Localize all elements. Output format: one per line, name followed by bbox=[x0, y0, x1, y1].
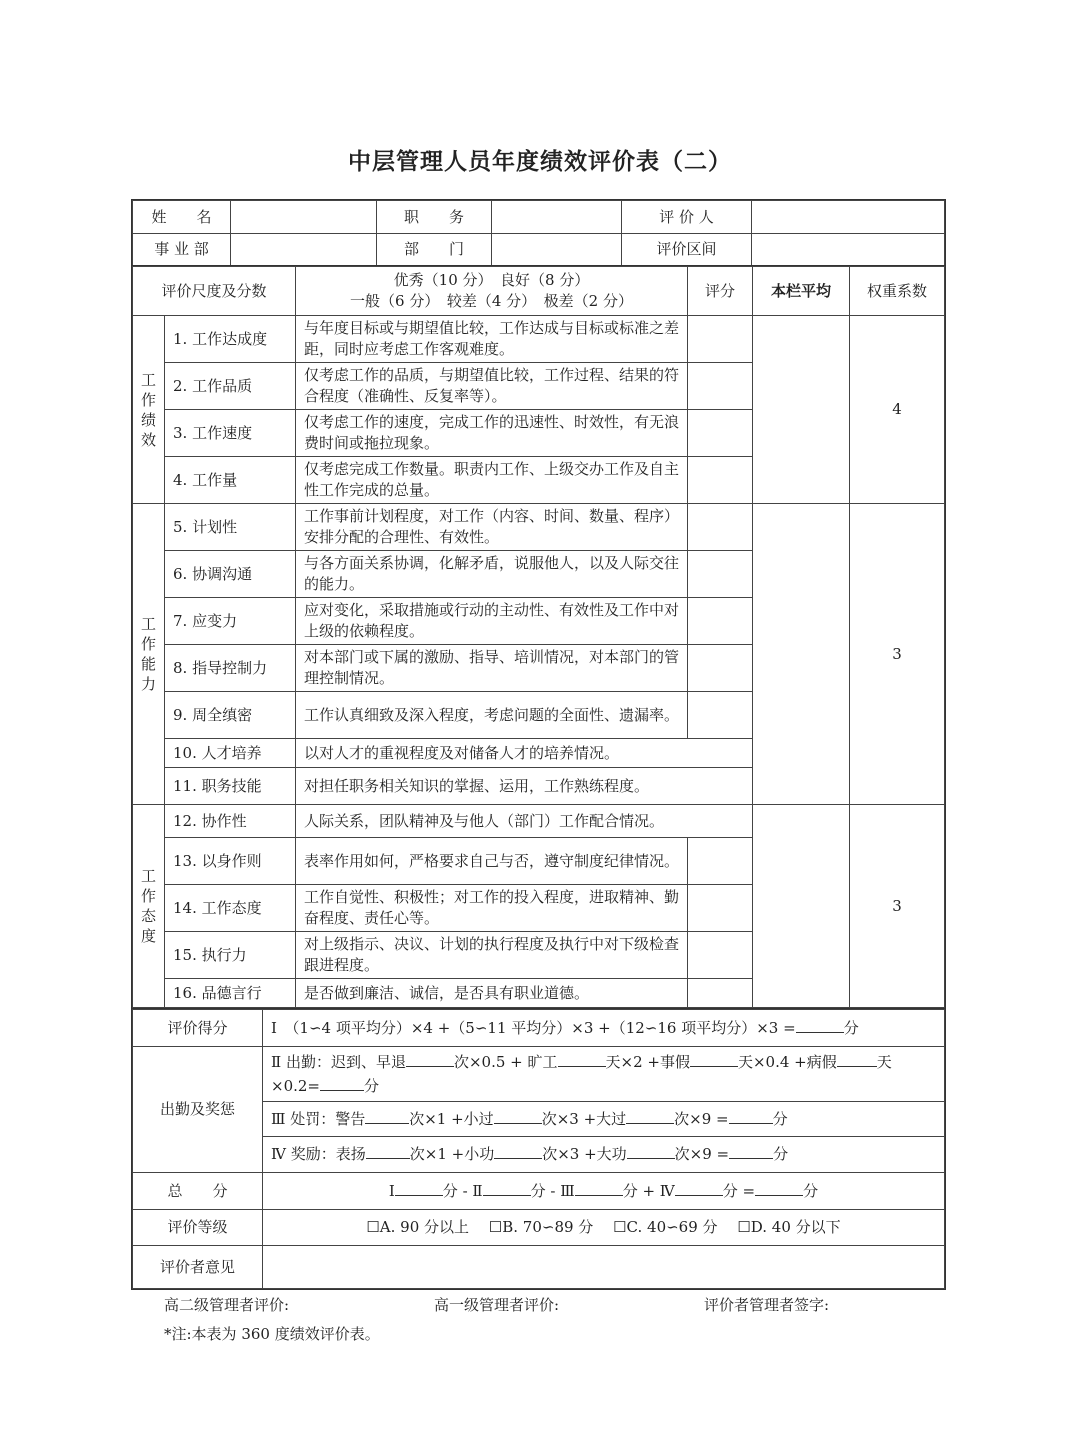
score-cell[interactable] bbox=[688, 551, 753, 598]
score-cell[interactable] bbox=[688, 316, 753, 363]
score-cell[interactable] bbox=[688, 504, 753, 551]
item-description: 对本部门或下属的激励、指导、培训情况，对本部门的管理控制情况。 bbox=[296, 645, 688, 692]
attendance-score-blank[interactable] bbox=[320, 1076, 364, 1091]
item-description: 工作认真细致及深入程度，考虑问题的全面性、遗漏率。 bbox=[296, 692, 688, 739]
info-table bbox=[131, 199, 946, 267]
total-score-blank[interactable] bbox=[796, 1018, 844, 1033]
warning-count-blank[interactable] bbox=[365, 1109, 409, 1124]
total-ii-blank[interactable] bbox=[483, 1181, 531, 1196]
item-label: 7. 应变力 bbox=[165, 598, 296, 645]
summary-table bbox=[131, 1008, 946, 1290]
evaluator-field[interactable] bbox=[752, 201, 945, 234]
item-label: 4. 工作量 bbox=[165, 457, 296, 504]
item-label: 8. 指导控制力 bbox=[165, 645, 296, 692]
score-cell[interactable] bbox=[688, 932, 753, 979]
item-label: 5. 计划性 bbox=[165, 504, 296, 551]
item-description: 以对人才的重视程度及对储备人才的培养情况。 bbox=[296, 739, 753, 768]
period-label: 评价区间 bbox=[622, 234, 752, 266]
attendance-formula: Ⅱ 出勤：迟到、早退 次×0.5 + 旷工 天×2 +事假 天×0.4 +病假 天 ×0.2= 分 bbox=[263, 1047, 945, 1102]
scale-line-1: 优秀（10 分） 良好（8 分） bbox=[393, 271, 590, 289]
total-iv-blank[interactable] bbox=[675, 1181, 723, 1196]
absence-days-blank[interactable] bbox=[558, 1052, 606, 1067]
personal-leave-blank[interactable] bbox=[690, 1052, 738, 1067]
grade-d-checkbox[interactable]: ☐D. 40 分以下 bbox=[737, 1218, 841, 1236]
item-description: 应对变化，采取措施或行动的主动性、有效性及工作中对上级的依赖程度。 bbox=[296, 598, 688, 645]
evaluation-table bbox=[131, 265, 946, 1009]
period-field[interactable] bbox=[752, 234, 945, 266]
average-cell[interactable] bbox=[753, 805, 850, 1008]
late-count-blank[interactable] bbox=[406, 1052, 454, 1067]
item-label: 13. 以身作则 bbox=[165, 838, 296, 885]
score-column-header: 评分 bbox=[688, 267, 753, 316]
grade-b-checkbox[interactable]: ☐B. 70∽89 分 bbox=[488, 1218, 594, 1236]
item-description: 表率作用如何，严格要求自己与否，遵守制度纪律情况。 bbox=[296, 838, 688, 885]
item-description: 仅考虑工作的速度，完成工作的迅速性、时效性，有无浪费时间或拖拉现象。 bbox=[296, 410, 688, 457]
score-cell[interactable] bbox=[688, 645, 753, 692]
score-cell[interactable] bbox=[688, 692, 753, 739]
item-description: 工作事前计划程度，对工作（内容、时间、数量、程序）安排分配的合理性、有效性。 bbox=[296, 504, 688, 551]
item-description: 对上级指示、决议、计划的执行程度及执行中对下级检查跟进程度。 bbox=[296, 932, 688, 979]
score-cell[interactable] bbox=[688, 363, 753, 410]
sick-leave-blank[interactable] bbox=[837, 1052, 877, 1067]
item-description: 仅考虑工作的品质，与期望值比较，工作过程、结果的符合程度（准确性、反复率等）。 bbox=[296, 363, 688, 410]
division-label: 事 业 部 bbox=[133, 234, 231, 266]
weight-value: 3 bbox=[850, 504, 945, 805]
opinion-field[interactable] bbox=[263, 1246, 945, 1289]
name-field[interactable] bbox=[231, 201, 377, 234]
average-column-header: 本栏平均 bbox=[753, 267, 850, 316]
punishment-formula: Ⅲ 处罚：警告 次×1 +小过 次×3 +大过 次×9 = 分 bbox=[263, 1102, 945, 1137]
score-formula: Ⅰ （1∽4 项平均分）×4 +（5∽11 平均分）×3 +（12∽16 项平均分）×3 = 分 bbox=[263, 1010, 945, 1047]
item-label: 3. 工作速度 bbox=[165, 410, 296, 457]
item-description: 是否做到廉洁、诚信，是否具有职业道德。 bbox=[296, 979, 688, 1008]
item-label: 15. 执行力 bbox=[165, 932, 296, 979]
group-performance: 工 作 绩 效 bbox=[133, 316, 165, 504]
item-label: 10. 人才培养 bbox=[165, 739, 296, 768]
major-demerit-blank[interactable] bbox=[626, 1109, 674, 1124]
grade-c-checkbox[interactable]: ☐C. 40∽69 分 bbox=[613, 1218, 718, 1236]
weight-value: 3 bbox=[850, 805, 945, 1008]
weight-column-header: 权重系数 bbox=[850, 267, 945, 316]
final-score-blank[interactable] bbox=[755, 1181, 803, 1196]
footnote: *注:本表为 360 度绩效评价表。 bbox=[164, 1325, 380, 1343]
total-formula: Ⅰ 分 - Ⅱ 分 - Ⅲ 分 + Ⅳ 分 = 分 bbox=[263, 1173, 945, 1210]
score-cell[interactable] bbox=[688, 410, 753, 457]
item-description: 人际关系，团队精神及与他人（部门）工作配合情况。 bbox=[296, 805, 753, 838]
minor-merit-blank[interactable] bbox=[494, 1144, 542, 1159]
scale-description bbox=[296, 267, 688, 316]
item-description: 与年度目标或与期望值比较，工作达成与目标或标准之差距，同时应考虑工作客观难度。 bbox=[296, 316, 688, 363]
item-label: 9. 周全缜密 bbox=[165, 692, 296, 739]
name-label: 姓 名 bbox=[133, 201, 231, 234]
grade-label: 评价等级 bbox=[133, 1210, 263, 1246]
score-cell[interactable] bbox=[688, 838, 753, 885]
item-label: 16. 品德言行 bbox=[165, 979, 296, 1008]
score-label: 评价得分 bbox=[133, 1010, 263, 1047]
minor-demerit-blank[interactable] bbox=[494, 1109, 542, 1124]
division-field[interactable] bbox=[231, 234, 377, 266]
average-cell[interactable] bbox=[753, 504, 850, 805]
item-description: 与各方面关系协调，化解矛盾，说服他人，以及人际交往的能力。 bbox=[296, 551, 688, 598]
item-label: 1. 工作达成度 bbox=[165, 316, 296, 363]
signature-senior-2: 高二级管理者评价: bbox=[164, 1296, 290, 1314]
item-label: 12. 协作性 bbox=[165, 805, 296, 838]
signature-senior-1: 高一级管理者评价: bbox=[434, 1296, 560, 1314]
opinion-label: 评价者意见 bbox=[133, 1246, 263, 1289]
item-description: 仅考虑完成工作数量。职责内工作、上级交办工作及自主性工作完成的总量。 bbox=[296, 457, 688, 504]
total-iii-blank[interactable] bbox=[575, 1181, 623, 1196]
signature-evaluator: 评价者管理者签字: bbox=[704, 1296, 830, 1314]
grade-options bbox=[263, 1210, 945, 1246]
total-i-blank[interactable] bbox=[395, 1181, 443, 1196]
reward-formula: Ⅳ 奖励：表扬 次×1 +小功 次×3 +大功 次×9 = 分 bbox=[263, 1137, 945, 1173]
punishment-score-blank[interactable] bbox=[729, 1109, 773, 1124]
scale-label: 评价尺度及分数 bbox=[133, 267, 296, 316]
dept-field[interactable] bbox=[492, 234, 622, 266]
total-label: 总 分 bbox=[133, 1173, 263, 1210]
item-label: 6. 协调沟通 bbox=[165, 551, 296, 598]
score-cell[interactable] bbox=[688, 979, 753, 1008]
score-cell[interactable] bbox=[688, 598, 753, 645]
average-cell[interactable] bbox=[753, 316, 850, 504]
group-attitude: 工 作 态 度 bbox=[133, 805, 165, 1008]
attendance-label: 出勤及奖惩 bbox=[133, 1047, 263, 1173]
item-description: 工作自觉性、积极性；对工作的投入程度，进取精神、勤奋程度、责任心等。 bbox=[296, 885, 688, 932]
weight-value: 4 bbox=[850, 316, 945, 504]
position-field[interactable] bbox=[492, 201, 622, 234]
praise-count-blank[interactable] bbox=[366, 1144, 410, 1159]
grade-a-checkbox[interactable]: ☐A. 90 分以上 bbox=[366, 1218, 469, 1236]
score-cell[interactable] bbox=[688, 885, 753, 932]
position-label: 职 务 bbox=[377, 201, 492, 234]
dept-label: 部 门 bbox=[377, 234, 492, 266]
group-ability: 工 作 能 力 bbox=[133, 504, 165, 805]
reward-score-blank[interactable] bbox=[729, 1144, 773, 1159]
item-label: 11. 职务技能 bbox=[165, 768, 296, 805]
scale-line-2: 一般（6 分） 较差（4 分） 极差（2 分） bbox=[350, 292, 633, 310]
page-title: 中层管理人员年度绩效评价表（二） bbox=[348, 149, 732, 175]
item-label: 14. 工作态度 bbox=[165, 885, 296, 932]
score-cell[interactable] bbox=[688, 457, 753, 504]
item-label: 2. 工作品质 bbox=[165, 363, 296, 410]
evaluator-label: 评 价 人 bbox=[622, 201, 752, 234]
item-description: 对担任职务相关知识的掌握、运用，工作熟练程度。 bbox=[296, 768, 753, 805]
major-merit-blank[interactable] bbox=[627, 1144, 675, 1159]
